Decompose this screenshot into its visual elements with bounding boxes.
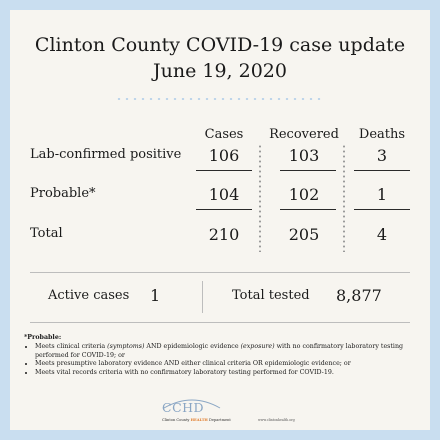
row-label-lab-confirmed: Lab-confirmed positive	[30, 147, 182, 162]
rule-cases-row1	[196, 170, 252, 171]
value-lab-deaths: 3	[376, 146, 388, 165]
column-header-deaths: Deaths	[358, 127, 406, 142]
rule-deaths-row1	[354, 170, 410, 171]
total-tested-label: Total tested	[232, 288, 310, 303]
rule-recovered-row1	[280, 170, 336, 171]
active-cases-label: Active cases	[48, 288, 130, 303]
title-line-1: Clinton County COVID-19 case update	[34, 34, 406, 56]
row-label-probable: Probable*	[30, 186, 96, 201]
column-separator-1	[259, 144, 261, 252]
value-total-deaths: 4	[376, 225, 388, 244]
row-label-total: Total	[30, 226, 63, 241]
value-total-recovered: 205	[288, 225, 320, 244]
rule-cases-row2	[196, 209, 252, 210]
dotted-divider	[115, 98, 325, 100]
logo-url: www.clintonhealth.org	[258, 418, 295, 422]
value-lab-cases: 106	[208, 146, 240, 165]
summary-divider	[30, 272, 410, 273]
active-cases-value: 1	[150, 286, 161, 305]
probable-footnote	[24, 334, 419, 377]
value-probable-deaths: 1	[376, 185, 388, 204]
title-line-2: June 19, 2020	[153, 60, 287, 82]
rule-deaths-row2	[354, 209, 410, 210]
column-header-cases: Cases	[204, 127, 244, 142]
update-card	[10, 10, 430, 430]
cchd-logo	[162, 400, 302, 428]
value-probable-recovered: 102	[288, 185, 320, 204]
column-header-recovered: Recovered	[269, 127, 339, 142]
value-lab-recovered: 103	[288, 146, 320, 165]
total-tested-value: 8,877	[336, 286, 382, 305]
footnote-list	[24, 343, 419, 377]
footnote-item-2: • Meets presumptive laboratory evidence AND either clinical criteria OR epidemiologic evidence; or	[35, 360, 419, 368]
logo-name: CCHD	[162, 400, 205, 415]
footnote-divider	[30, 322, 410, 323]
column-separator-2	[343, 144, 345, 252]
value-total-cases: 210	[208, 225, 240, 244]
logo-subtitle: Clinton County HEALTH Department	[162, 418, 231, 422]
footnote-title: *Probable:	[24, 334, 62, 341]
footnote-item-3: • Meets vital records criteria with no confirmatory laboratory testing performed for COVID-19.	[35, 369, 419, 377]
summary-separator	[202, 281, 203, 313]
value-probable-cases: 104	[208, 185, 240, 204]
footnote-item-1: • Meets clinical criteria (symptoms) AND epidemiologic evidence (exposure) with no confirmatory laboratory testing performed for COVID-19; or	[35, 343, 419, 360]
rule-recovered-row2	[280, 209, 336, 210]
